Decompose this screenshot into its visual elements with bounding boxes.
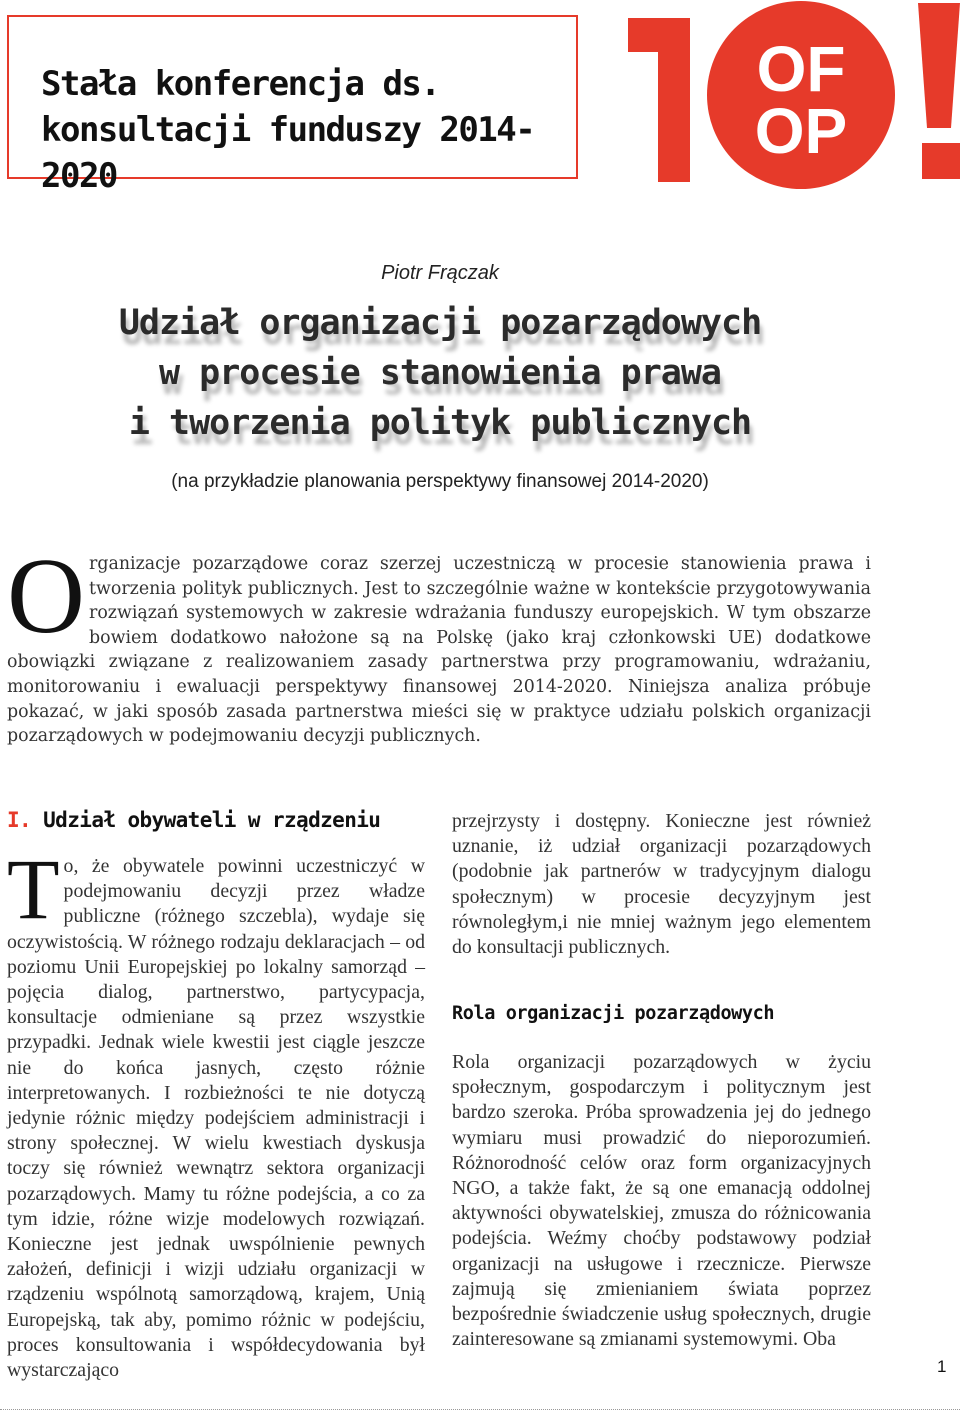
conference-title-line1: Stała konferencja ds.: [41, 64, 440, 104]
logo-text-op: OP: [754, 95, 848, 167]
author-name: Piotr Frączak: [381, 262, 499, 284]
article-title-line3: i tworzenia polityk publicznych: [128, 403, 752, 443]
logo-text-of: OF: [756, 33, 846, 105]
intro-drop-cap: O: [7, 537, 85, 656]
section-drop-cap: T: [7, 841, 60, 937]
article-title-line1: Udział organizacji pozarządowych: [118, 303, 762, 343]
intro-text: rganizacje pozarządowe coraz szerzej uczestniczą w procesie stanowienia prawa i tworzenia polityk publicznych. Jest to szczególnie ważne w kontekście przygotowywania rozwiązań systemowych w zakresie wdrażania funduszy europejskich. W tym obszarze bowiem dodatkowo nałożone są na Polskę (jako kraj członkowski UE) dodatkowe obowiązki związane z realizowaniem zasady partnerstwa przy programowaniu, wdrażaniu, monitorowaniu i ewaluacji perspektywy finansowej 2014-2020. Niniejsza analiza próbuje pokazać, w jaki sposób zasada partnerstwa mieści się w praktyce udziału polskich organizacji pozarządowych w podejmowaniu decyzji publicznych.: [7, 554, 871, 747]
logo-exclamation-bar: [918, 3, 960, 128]
article-title: [0, 298, 880, 448]
article-subtitle: (na przykładzie planowania perspektywy finansowej 2014-2020): [171, 471, 709, 492]
subsection-text: Rola organizacji pozarządowych w życiu społecznym, gospodarczym i politycznym jest bardzo szeroka. Próba sprowadzenia jej do jednego wymiaru musi prowadzić do nieporozumień. Różnorodność celów oraz form organizacyjnych NGO, a także fakt, że są one emanacją oddolnej aktywności obywatelskiej, zmusza do różnicowania podejścia. Weźmy choćby podstawowy podział organizacji na usługowe i rzecznicze. Pierwsze zajmują się zmienianiem świata poprzez bezpośrednie świadczenie usług społecznych, drugie zainteresowane są zmianami systemowymi. Oba: [452, 1051, 871, 1351]
right-column-text: przejrzysty i dostępny. Konieczne jest również uznanie, iż udział organizacji pozarządowych (podobnie jak partnerów w tradycyjnym dialogu społecznym) w procesie decyzyjnym jest równoległym,i nie mniej ważnym jego elementem do konsultacji publicznych.: [452, 810, 871, 959]
bottom-dotted-divider: [0, 1409, 960, 1410]
logo-exclamation-dot: [922, 143, 960, 179]
intro-paragraph: [7, 537, 871, 749]
conference-title: [41, 61, 576, 199]
logo-digit-one: [628, 18, 690, 182]
page-number: 1: [937, 1357, 947, 1376]
left-column-body: o, że obywatele powinni uczestniczyć w podejmowaniu decyzji przez władze publiczne (różnego szczebla), wydaje się oczywistością. W różnego rodzaju deklaracjach – od poziomu Unii Europejskiej po lokalny samorząd – pojęcia dialog, partnerstwo, partycypacja, konsultacje odmieniane są przez wszystkie przypadki. Jednak wiele kwestii jest ciągle jeszcze nie do końca jasnych, często różnie interpretowanych. I rozbieżności te nie dotyczą jedynie różnic między podejściem administracji i strony społecznej. W wielu kwestiach dyskusja toczy się również wewnątrz sektora organizacji pozarządowych. Mamy tu różne podejścia, a co za tym idzie, różne wizje modelowych rozwiązań. Konieczne jest jednak uwspólnienie pewnych założeń, definicji i wizji udziału organizacji w rządzeniu wspólnotą samorządową, krajem, Unią Europejską, tak aby, pomimo różnic w podejściu, proces konsultowania i współdecydowania był wystarczająco: [7, 855, 425, 1382]
subsection-heading: Rola organizacji pozarządowych: [452, 1003, 775, 1024]
article-title-line2: w procesie stanowienia prawa: [158, 353, 721, 393]
conference-header-box: [7, 15, 578, 196]
section-number: I.: [7, 808, 32, 832]
left-column-text: [7, 841, 425, 1383]
ofop-10-logo: [600, 0, 960, 190]
section-title: Udział obywateli w rządzeniu: [43, 808, 381, 832]
conference-title-line2: konsultacji funduszy 2014-2020: [41, 110, 535, 196]
section-heading: [7, 808, 380, 832]
